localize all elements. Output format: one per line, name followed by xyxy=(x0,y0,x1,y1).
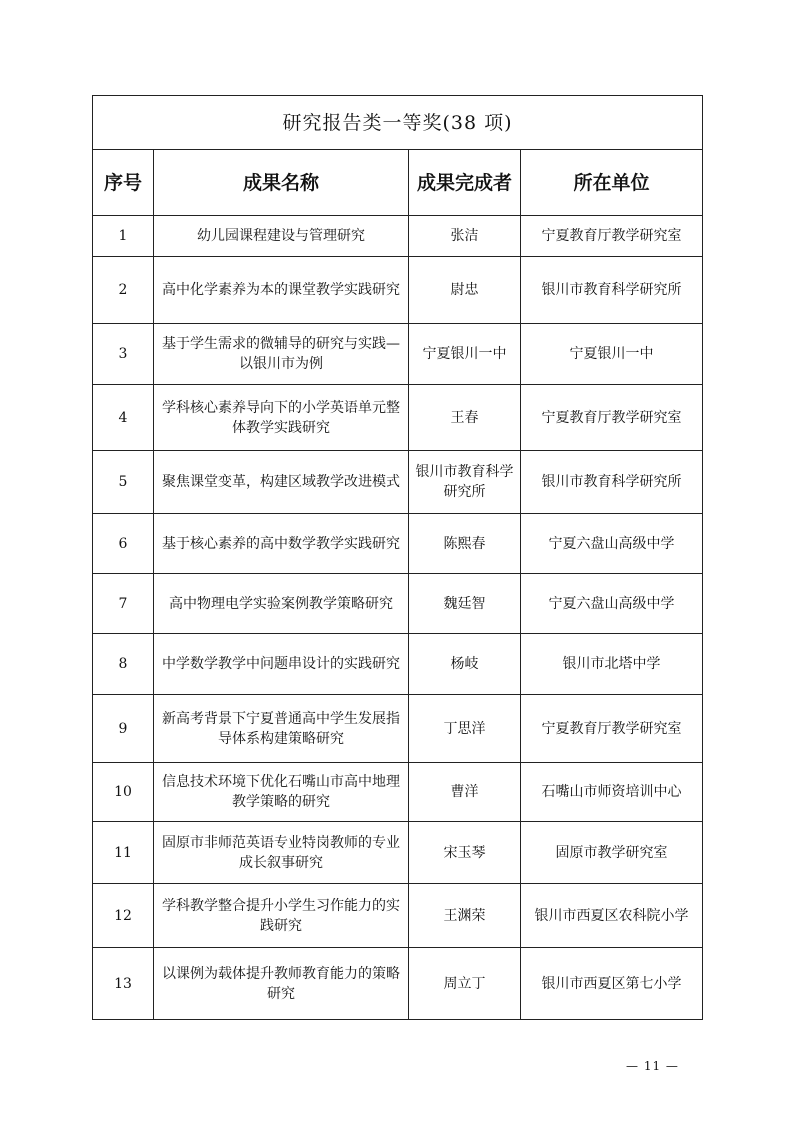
row-unit: 固原市教学研究室 xyxy=(521,822,703,884)
row-author: 尉忠 xyxy=(409,257,521,324)
table-row xyxy=(93,822,703,884)
row-author: 魏廷智 xyxy=(409,574,521,634)
row-index: 12 xyxy=(93,884,154,948)
table-header-row xyxy=(93,150,703,216)
row-unit: 银川市北塔中学 xyxy=(521,634,703,695)
row-author: 银川市教育科学研究所 xyxy=(409,451,521,514)
row-name: 基于核心素养的高中数学教学实践研究 xyxy=(154,514,409,574)
table-row xyxy=(93,574,703,634)
header-index: 序号 xyxy=(93,150,154,216)
row-author: 杨岐 xyxy=(409,634,521,695)
row-name: 新高考背景下宁夏普通高中学生发展指导体系构建策略研究 xyxy=(154,695,409,763)
row-name: 聚焦课堂变革，构建区域教学改进模式 xyxy=(154,451,409,514)
table-row xyxy=(93,884,703,948)
row-index: 5 xyxy=(93,451,154,514)
row-index: 10 xyxy=(93,763,154,822)
row-index: 11 xyxy=(93,822,154,884)
row-unit: 宁夏六盘山高级中学 xyxy=(521,574,703,634)
row-name: 高中化学素养为本的课堂教学实践研究 xyxy=(154,257,409,324)
row-author: 宁夏银川一中 xyxy=(409,324,521,385)
header-name: 成果名称 xyxy=(154,150,409,216)
row-index: 13 xyxy=(93,948,154,1020)
row-unit: 宁夏教育厅教学研究室 xyxy=(521,695,703,763)
award-table xyxy=(92,95,703,1020)
row-author: 王渊荣 xyxy=(409,884,521,948)
row-index: 1 xyxy=(93,216,154,257)
table-row xyxy=(93,324,703,385)
row-index: 4 xyxy=(93,385,154,451)
header-unit: 所在单位 xyxy=(521,150,703,216)
row-unit: 银川市西夏区第七小学 xyxy=(521,948,703,1020)
table-row xyxy=(93,451,703,514)
row-index: 7 xyxy=(93,574,154,634)
row-index: 2 xyxy=(93,257,154,324)
row-unit: 宁夏银川一中 xyxy=(521,324,703,385)
row-index: 8 xyxy=(93,634,154,695)
table-row xyxy=(93,634,703,695)
row-unit: 银川市教育科学研究所 xyxy=(521,451,703,514)
row-author: 陈熙春 xyxy=(409,514,521,574)
table-title: 研究报告类一等奖(38 项) xyxy=(93,96,703,150)
row-author: 周立丁 xyxy=(409,948,521,1020)
row-name: 幼儿园课程建设与管理研究 xyxy=(154,216,409,257)
row-unit: 宁夏教育厅教学研究室 xyxy=(521,385,703,451)
row-unit: 石嘴山市师资培训中心 xyxy=(521,763,703,822)
table-row xyxy=(93,385,703,451)
row-name: 学科核心素养导向下的小学英语单元整体教学实践研究 xyxy=(154,385,409,451)
row-author: 张洁 xyxy=(409,216,521,257)
row-author: 丁思洋 xyxy=(409,695,521,763)
table-row xyxy=(93,763,703,822)
table-row xyxy=(93,216,703,257)
table-row xyxy=(93,948,703,1020)
row-name: 信息技术环境下优化石嘴山市高中地理教学策略的研究 xyxy=(154,763,409,822)
row-unit: 宁夏六盘山高级中学 xyxy=(521,514,703,574)
row-unit: 银川市教育科学研究所 xyxy=(521,257,703,324)
table-row xyxy=(93,257,703,324)
row-author: 曹洋 xyxy=(409,763,521,822)
row-author: 宋玉琴 xyxy=(409,822,521,884)
header-author: 成果完成者 xyxy=(409,150,521,216)
row-name: 中学数学教学中问题串设计的实践研究 xyxy=(154,634,409,695)
table-row xyxy=(93,695,703,763)
row-unit: 银川市西夏区农科院小学 xyxy=(521,884,703,948)
row-author: 王春 xyxy=(409,385,521,451)
table-title-row xyxy=(93,96,703,150)
table-row xyxy=(93,514,703,574)
row-index: 3 xyxy=(93,324,154,385)
row-name: 固原市非师范英语专业特岗教师的专业成长叙事研究 xyxy=(154,822,409,884)
row-name: 高中物理电学实验案例教学策略研究 xyxy=(154,574,409,634)
row-unit: 宁夏教育厅教学研究室 xyxy=(521,216,703,257)
row-name: 基于学生需求的微辅导的研究与实践—以银川市为例 xyxy=(154,324,409,385)
row-name: 学科教学整合提升小学生习作能力的实践研究 xyxy=(154,884,409,948)
row-name: 以课例为载体提升教师教育能力的策略研究 xyxy=(154,948,409,1020)
row-index: 9 xyxy=(93,695,154,763)
page-number: — 11 — xyxy=(626,1059,679,1073)
row-index: 6 xyxy=(93,514,154,574)
